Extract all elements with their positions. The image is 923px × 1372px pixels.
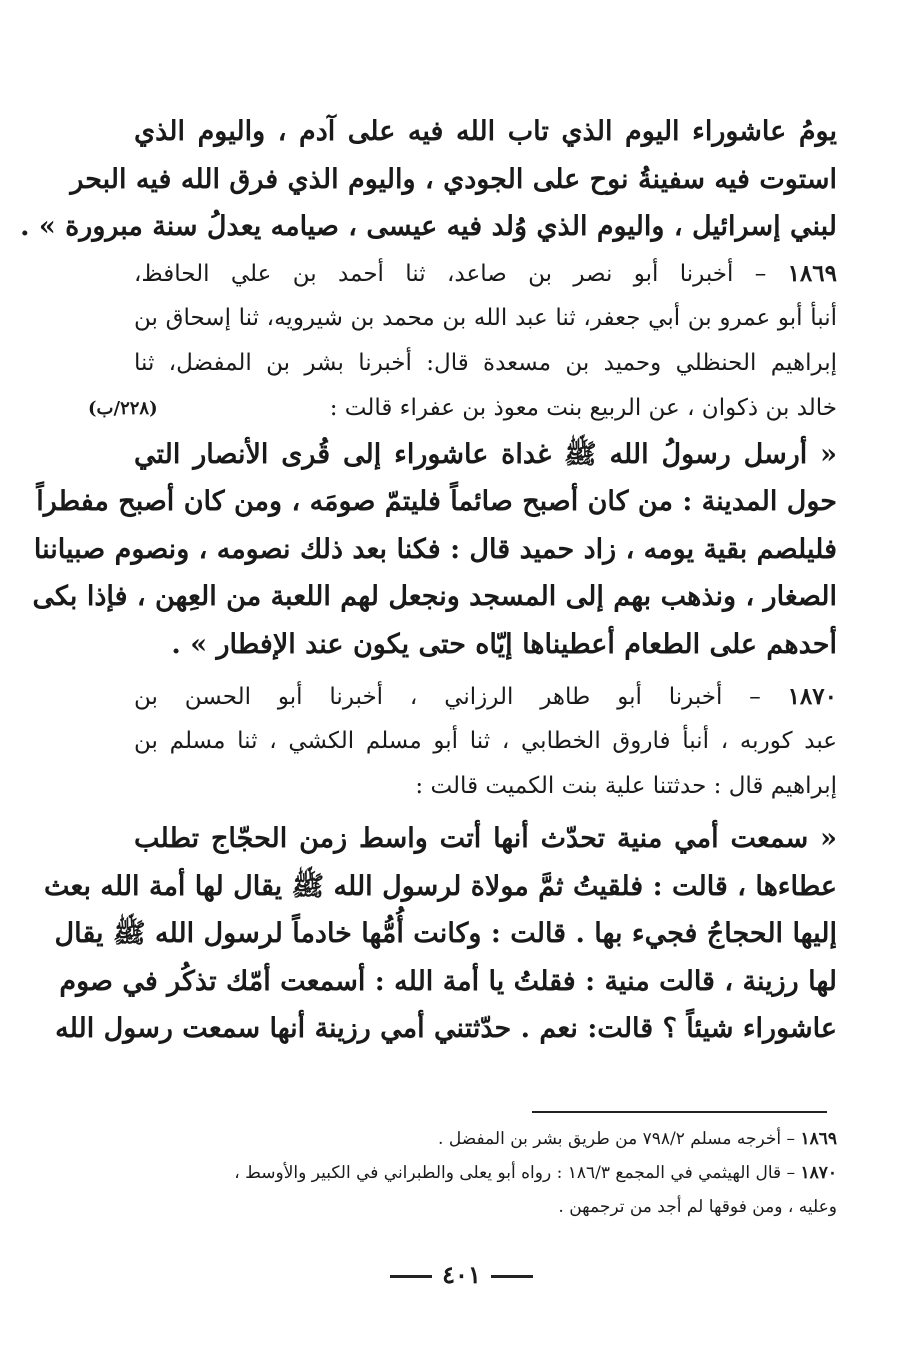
text-line: عطاءها ، قالت : فلقيتُ ثمَّ مولاة لرسول الله ﷺ يقال لها أمة الله بعث bbox=[43, 870, 837, 902]
divider bbox=[390, 1275, 432, 1278]
text-line: « أرسل رسولُ الله ﷺ غداة عاشوراء إلى قُرى الأنصار التي bbox=[134, 438, 837, 470]
text-span: خالد بن ذكوان ، عن الربيع بنت معوذ بن عفراء قالت : bbox=[329, 394, 837, 421]
footnote bbox=[58, 1190, 837, 1224]
footnote-number: ١٨٦٩ bbox=[800, 1129, 837, 1149]
text-line: استوت فيه سفينةُ نوح على الجودي ، واليوم الذي فرق الله فيه البحر bbox=[70, 163, 837, 195]
isnad-block-1870 bbox=[134, 674, 837, 809]
hadith-text-block bbox=[20, 108, 837, 251]
footnote bbox=[58, 1122, 837, 1156]
text-span: – أخبرنا أبو طاهر الرزاني ، أخبرنا أبو الحسن بن bbox=[134, 684, 788, 710]
footnotes bbox=[58, 1122, 837, 1224]
text-line: أنبأ أبو عمرو بن أبي جعفر، ثنا عبد الله بن محمد بن شيرويه، ثنا إسحاق بن bbox=[134, 304, 837, 331]
text-line: الصغار ، ونذهب بهم إلى المسجد ونجعل لهم اللعبة من العِهن ، فإذا بكى bbox=[32, 581, 837, 612]
hadith-number: ١٨٦٩ bbox=[787, 259, 837, 287]
text-line: عاشوراء شيئاً ؟ قالت: نعم . حدّثتني أمي رزينة أنها سمعت رسول الله bbox=[55, 1013, 837, 1044]
text-line: إبراهيم قال : حدثتنا علية بنت الكميت قالت : bbox=[415, 773, 837, 799]
hadith-number: ١٨٧٠ bbox=[787, 683, 837, 710]
manuscript-folio-ref: (٢٢٨/ب) bbox=[88, 397, 158, 419]
text-span: – أخبرنا أبو نصر بن صاعد، ثنا أحمد بن علي الحافظ، bbox=[134, 260, 788, 287]
isnad-block-1869 bbox=[88, 251, 837, 431]
hadith-text-block bbox=[32, 431, 837, 669]
text-line: يومُ عاشوراء اليوم الذي تاب الله فيه على آدم ، واليوم الذي bbox=[134, 116, 837, 147]
footnote-text: وعليه ، ومن فوقها لم أجد من ترجمهن . bbox=[558, 1197, 837, 1217]
text-line: أحدهم على الطعام أعطيناها إيّاه حتى يكون عند الإفطار » . bbox=[171, 628, 837, 660]
footnote-text: – قال الهيثمي في المجمع ١٨٦/٣ : رواه أبو يعلى والطبراني في الكبير والأوسط ، bbox=[234, 1163, 801, 1183]
text-line: حول المدينة : من كان أصبح صائماً فليتمّ صومَه ، ومن كان أصبح مفطراً bbox=[36, 486, 837, 517]
text-line: « سمعت أمي منية تحدّث أنها أتت واسط زمن الحجّاج تطلب bbox=[134, 823, 837, 854]
text-line bbox=[88, 386, 837, 431]
text-line: فليلصم بقية يومه ، زاد حميد قال : فكنا بعد ذلك نصومه ، ونصوم صبياننا bbox=[33, 533, 837, 565]
text-line bbox=[134, 251, 837, 296]
divider bbox=[491, 1275, 533, 1278]
text-line: لبني إسرائيل ، واليوم الذي وُلد فيه عيسى ، صيامه يعدلُ سنة مبرورة » . bbox=[20, 211, 837, 242]
page-number-value: ٤٠١ bbox=[442, 1260, 481, 1289]
text-line bbox=[134, 674, 837, 719]
text-line: عبد كوربه ، أنبأ فاروق الخطابي ، ثنا أبو مسلم الكشي ، ثنا مسلم بن bbox=[134, 728, 837, 754]
footnote-divider bbox=[532, 1111, 827, 1113]
footnote bbox=[58, 1156, 837, 1190]
text-line: إليها الحجاجُ فجيء بها . قالت : وكانت أُمُّها خادماً لرسول الله ﷺ يقال bbox=[54, 918, 837, 949]
footnote-number: ١٨٧٠ bbox=[800, 1163, 837, 1183]
text-line: لها رزينة ، قالت منية : فقلتُ يا أمة الله : أسمعت أمّك تذكُر في صوم bbox=[59, 965, 837, 997]
page-number bbox=[0, 1260, 923, 1289]
footnote-text: – أخرجه مسلم ٧٩٨/٢ من طريق بشر بن المفضل . bbox=[438, 1129, 801, 1149]
text-line: إبراهيم الحنظلي وحميد بن مسعدة قال: أخبرنا بشر بن المفضل، ثنا bbox=[134, 349, 837, 376]
hadith-text-block bbox=[43, 815, 837, 1053]
